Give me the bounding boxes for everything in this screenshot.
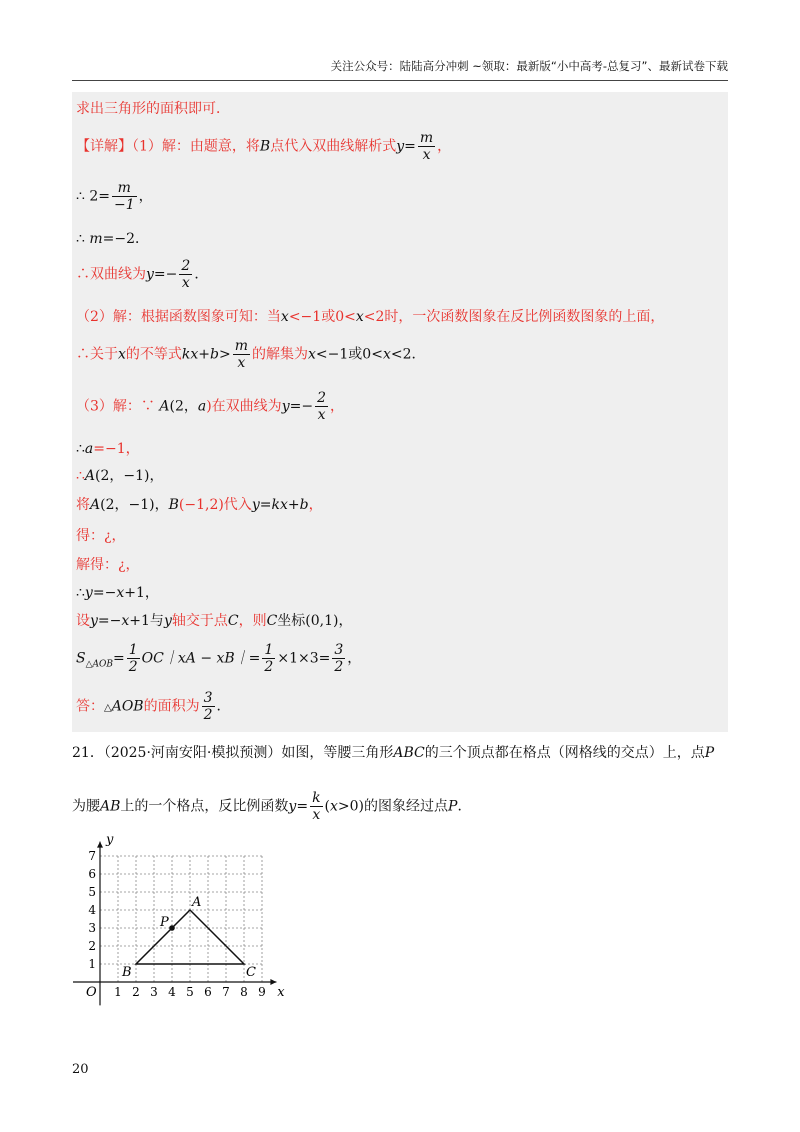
var: C — [227, 613, 239, 629]
text: ， — [330, 398, 344, 415]
fraction — [179, 258, 192, 291]
text: 设 — [76, 613, 90, 629]
y-tick-label: 3 — [88, 921, 96, 935]
text: = — [296, 798, 309, 815]
var: B — [168, 497, 179, 513]
denominator: x — [422, 147, 431, 163]
denominator: 2 — [128, 659, 138, 675]
y-tick-label: 7 — [88, 849, 96, 863]
text: 点代入双曲线解析式 — [270, 138, 397, 155]
question-line-2 — [72, 790, 471, 823]
var: P — [704, 745, 715, 761]
text: ( — [324, 798, 331, 815]
text: ， — [138, 188, 153, 205]
fraction — [202, 690, 215, 723]
text: ． — [457, 798, 472, 815]
text: (2，−1)， — [100, 497, 169, 513]
denominator: x — [317, 407, 326, 423]
text: （3）解：∵ — [76, 398, 160, 415]
x-tick-label: 3 — [150, 985, 158, 999]
text: <−1或0< — [315, 346, 383, 363]
text: ×1×3= — [277, 650, 331, 667]
var: ABC — [393, 745, 425, 761]
solution-line-3 — [76, 228, 149, 248]
x-axis-label: x — [277, 985, 285, 1000]
denominator: x — [181, 275, 190, 291]
text: ∴ — [76, 441, 85, 457]
y-tick-label: 2 — [88, 939, 96, 953]
solution-line-2 — [76, 180, 153, 213]
text: =− — [153, 266, 178, 283]
text: = — [404, 138, 416, 155]
text: (2，−1)， — [95, 468, 164, 484]
y-axis-arrow — [97, 842, 103, 848]
text: = — [113, 650, 125, 667]
var: AB — [100, 798, 121, 815]
var: x — [121, 613, 130, 629]
text: 坐标(0,1)， — [277, 613, 353, 629]
text: >0)的图象经过点 — [337, 798, 449, 815]
var: y — [163, 613, 172, 629]
x-tick-label: 8 — [240, 985, 248, 999]
text: )在双曲线为 — [206, 398, 282, 415]
x-tick-label: 2 — [132, 985, 140, 999]
question-line-1 — [72, 742, 714, 762]
var: C — [266, 613, 278, 629]
text: OC｜xA − xB｜= — [141, 650, 261, 667]
solution-line-14 — [76, 610, 353, 630]
var: x — [116, 585, 125, 601]
text: 上的一个格点，反比例函数 — [120, 798, 289, 815]
text: 轴交于点 — [171, 613, 228, 629]
axes — [73, 842, 276, 1006]
text: <2时，一次函数图象在反比例函数图象的上面， — [363, 309, 665, 325]
point-p-dot — [169, 925, 175, 931]
fraction — [418, 130, 435, 163]
var: AOB — [111, 698, 144, 715]
var: kx — [271, 497, 288, 513]
point-label-b: B — [122, 965, 132, 980]
numerator: 1 — [264, 642, 274, 658]
fraction — [233, 338, 250, 371]
x-axis-arrow — [270, 979, 276, 985]
origin-label: O — [86, 985, 97, 1000]
text: = — [259, 497, 272, 513]
text: 的面积为 — [143, 698, 200, 715]
var: a — [197, 398, 207, 415]
solution-line-11: 得：¿， — [76, 528, 126, 544]
var: x — [330, 798, 338, 815]
denominator: 2 — [334, 659, 344, 675]
denominator: x — [312, 807, 321, 823]
point-labels — [121, 895, 256, 980]
var: b — [210, 346, 219, 363]
var: kx — [181, 346, 199, 363]
text: ∴关于 — [76, 346, 118, 363]
subscript: △AOB — [85, 659, 114, 670]
var: m — [89, 231, 103, 247]
solution-line-16 — [76, 690, 231, 723]
text: ． — [194, 266, 209, 283]
text: +1与 — [129, 613, 164, 629]
denominator: 2 — [264, 659, 274, 675]
solution-box — [72, 92, 728, 732]
text: +1， — [124, 585, 159, 601]
text: + — [198, 346, 211, 363]
denominator: x — [237, 355, 246, 371]
var: x — [308, 346, 316, 363]
text: <−1或0< — [288, 309, 356, 325]
var: x — [382, 346, 391, 363]
fraction — [112, 180, 137, 213]
var: x — [118, 346, 126, 363]
var: y — [251, 497, 260, 513]
y-tick-label: 4 — [88, 903, 96, 917]
fraction — [262, 642, 275, 675]
solution-line-0: 求出三角形的面积即可． — [76, 101, 230, 117]
text: ， — [308, 497, 323, 513]
y-tick-label: 6 — [88, 867, 96, 881]
text: =−1， — [93, 441, 140, 457]
numerator: 2 — [317, 390, 326, 406]
text: 的不等式 — [125, 346, 182, 363]
var: y — [281, 398, 290, 415]
solution-line-5 — [76, 306, 664, 326]
numerator: m — [234, 338, 249, 354]
numerator: k — [312, 790, 321, 806]
fraction — [310, 790, 322, 823]
point-label-p: P — [160, 915, 169, 930]
x-tick-label: 9 — [258, 985, 266, 999]
x-tick-label: 1 — [114, 985, 122, 999]
x-tick-label: 7 — [222, 985, 230, 999]
denominator: −1 — [114, 197, 135, 213]
var: x — [280, 309, 289, 325]
y-axis-label: y — [106, 832, 114, 848]
text: =− — [92, 585, 117, 601]
solution-line-4 — [76, 258, 208, 291]
text: 的三个顶点都在格点（网格线的交点）上，点 — [424, 745, 705, 761]
fraction — [315, 390, 328, 423]
text: ， — [347, 650, 362, 667]
text: ，则 — [238, 613, 267, 629]
var: x — [355, 309, 364, 325]
var: y — [146, 266, 154, 283]
page-header: 关注公众号：陆陆高分冲刺 ~领取：最新版“小中高考-总复习”、最新试卷下载 — [330, 59, 728, 73]
var: A — [159, 398, 170, 415]
text: =− — [97, 613, 122, 629]
header-divider — [72, 80, 728, 81]
fraction — [127, 642, 140, 675]
text: =−2． — [102, 231, 150, 247]
detail-tag: 【详解】 — [76, 138, 132, 155]
var: A — [90, 497, 101, 513]
text: ， — [437, 138, 452, 155]
numerator: m — [112, 180, 137, 197]
text: ∴ 2= — [76, 188, 110, 205]
numerator: 1 — [128, 642, 138, 658]
solution-line-10 — [76, 494, 323, 514]
text: > — [219, 346, 231, 363]
text: （1）解：由题意，将 — [132, 138, 260, 155]
solution-line-6 — [76, 338, 425, 371]
numerator: 2 — [181, 258, 191, 274]
triangle-symbol: △ — [104, 702, 112, 714]
solution-line-13 — [76, 582, 159, 602]
text: 答： — [76, 698, 104, 715]
var: y — [84, 585, 93, 601]
point-label-a: A — [192, 895, 202, 910]
point-label-c: C — [246, 965, 256, 980]
var: S — [76, 650, 86, 667]
text: <2． — [390, 346, 426, 363]
text: ∴ — [76, 468, 85, 484]
x-tick-label: 6 — [204, 985, 212, 999]
var: B — [259, 138, 271, 155]
coordinate-grid-figure — [60, 822, 300, 1012]
numerator: 3 — [203, 690, 213, 706]
var: A — [84, 468, 96, 484]
text: 将 — [76, 497, 90, 513]
text: ． — [216, 698, 231, 715]
text: （2）解：根据函数图象可知：当 — [76, 309, 281, 325]
page-number: 20 — [72, 1062, 89, 1077]
numerator: 3 — [334, 642, 344, 658]
text: (2， — [169, 398, 198, 415]
text: 的解集为 — [252, 346, 309, 363]
x-tick-label: 4 — [168, 985, 176, 999]
solution-line-15 — [76, 642, 361, 675]
text: + — [287, 497, 300, 513]
var: a — [84, 441, 94, 457]
var: y — [396, 138, 405, 155]
var: b — [299, 497, 309, 513]
text: 为腰 — [72, 798, 100, 815]
var: P — [448, 798, 458, 815]
solution-line-9 — [76, 465, 164, 485]
text: 21．（2025·河南安阳·模拟预测）如图，等腰三角形 — [72, 745, 394, 761]
solution-line-8 — [76, 438, 140, 458]
y-tick-label: 1 — [88, 957, 96, 971]
text: ∴ — [76, 231, 90, 247]
text: ∴ — [76, 585, 85, 601]
text: ∴双曲线为 — [76, 266, 146, 283]
var: y — [288, 798, 297, 815]
x-tick-label: 5 — [186, 985, 194, 999]
text: (−1,2)代入 — [178, 497, 252, 513]
text: =− — [289, 398, 314, 415]
fraction — [332, 642, 345, 675]
solution-line-7 — [76, 390, 344, 423]
y-tick-label: 5 — [88, 885, 96, 899]
denominator: 2 — [203, 707, 213, 723]
solution-line-12: 解得：¿， — [76, 557, 140, 573]
solution-line-1 — [76, 130, 451, 163]
numerator: m — [419, 130, 434, 146]
var: y — [90, 613, 98, 629]
